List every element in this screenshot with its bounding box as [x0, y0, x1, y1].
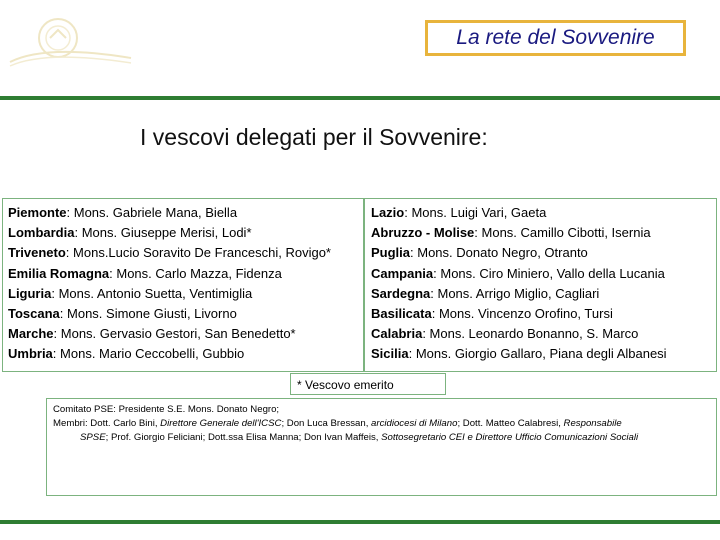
committee-line-1: Comitato PSE: Presidente S.E. Mons. Donato Negro; [53, 404, 280, 415]
committee-box [46, 398, 717, 496]
list-item: Campania: Mons. Ciro Miniero, Vallo della Lucania [371, 265, 665, 281]
list-item: Umbria: Mons. Mario Ceccobelli, Gubbio [8, 346, 245, 362]
list-item: Puglia: Mons. Donato Negro, Otranto [371, 245, 588, 261]
list-item: Sardegna: Mons. Arrigo Miglio, Cagliari [371, 285, 600, 301]
slide-title: La rete del Sovvenire [425, 20, 686, 56]
list-item: Basilicata: Mons. Vincenzo Orofino, Tursi [371, 306, 613, 322]
right-column [364, 198, 717, 372]
list-item: Sicilia: Mons. Giorgio Gallaro, Piana degli Albanesi [371, 346, 667, 362]
list-item: Marche: Mons. Gervasio Gestori, San Benedetto* [8, 326, 296, 342]
list-item: Calabria: Mons. Leonardo Bonanno, S. Marco [371, 326, 639, 342]
committee-line-3: SPSE; Prof. Giorgio Feliciani; Dott.ssa Elisa Manna; Don Ivan Maffeis, Sottosegretario CEI e Direttore Ufficio Comunicazioni Sociali [80, 432, 639, 443]
list-item: Triveneto: Mons.Lucio Soravito De Franceschi, Rovigo* [8, 245, 331, 261]
list-item: Toscana: Mons. Simone Giusti, Livorno [8, 306, 237, 322]
list-item: Abruzzo - Molise: Mons. Camillo Cibotti, Isernia [371, 225, 651, 241]
list-item: Emilia Romagna: Mons. Carlo Mazza, Fidenza [8, 265, 282, 281]
list-item: Liguria: Mons. Antonio Suetta, Ventimiglia [8, 285, 253, 301]
list-item: Piemonte: Mons. Gabriele Mana, Biella [8, 205, 238, 220]
emeritus-note: * Vescovo emerito [290, 373, 446, 395]
divider-top [0, 96, 720, 100]
left-column [2, 198, 364, 372]
logo-watermark [6, 14, 136, 70]
bishops-table [2, 198, 717, 372]
committee-line-2: Membri: Dott. Carlo Bini, Direttore Generale dell'ICSC; Don Luca Bressan, arcidiocesi di Milano; Dott. Matteo Calabresi, Responsabile [53, 418, 622, 429]
page-heading: I vescovi delegati per il Sovvenire: [140, 124, 488, 150]
divider-bottom [0, 520, 720, 524]
list-item: Lazio: Mons. Luigi Vari, Gaeta [371, 205, 547, 220]
list-item: Lombardia: Mons. Giuseppe Merisi, Lodi* [8, 225, 252, 241]
